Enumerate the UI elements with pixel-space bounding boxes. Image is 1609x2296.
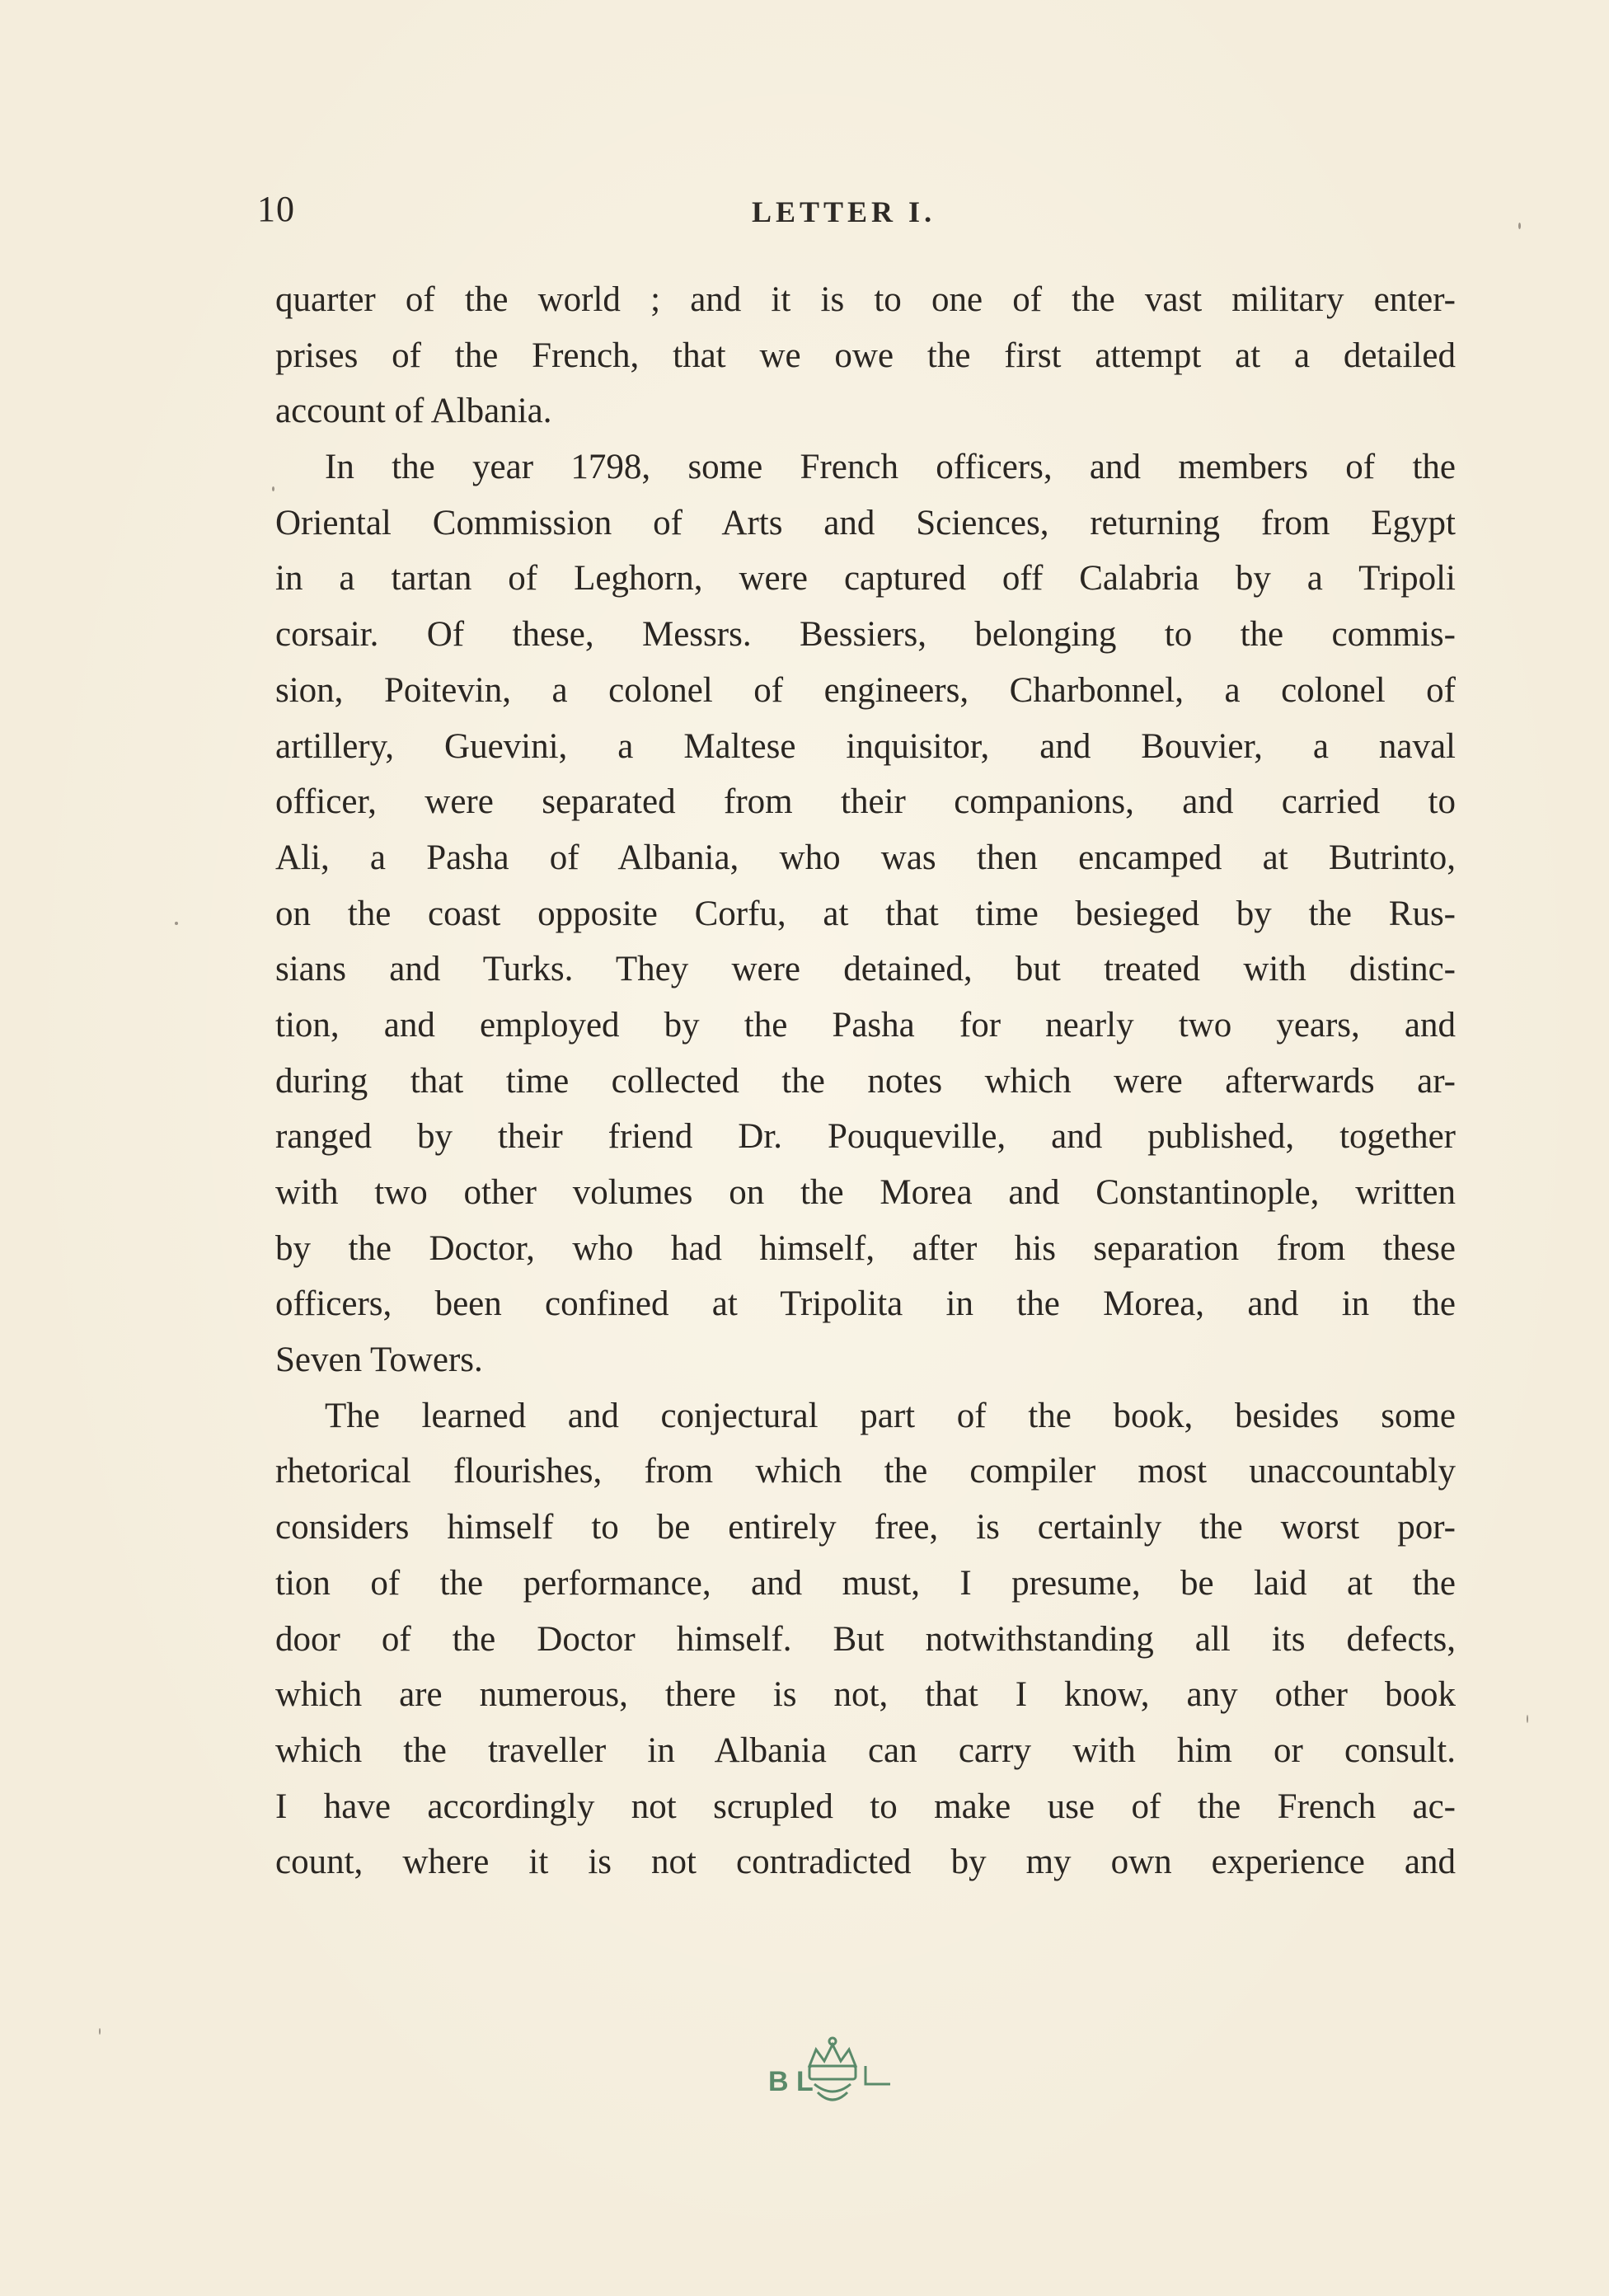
text-line: rhetorical flourishes, from which the compiler most unaccountably: [275, 1452, 1456, 1491]
text-line: The learned and conjectural part of the book, besides some: [325, 1396, 1456, 1435]
text-line: officers, been confined at Tripolita in the Morea, and in the: [275, 1284, 1456, 1324]
page-header: [257, 188, 1461, 237]
stamp-letters: B L: [768, 2066, 814, 2097]
text-line: Oriental Commission of Arts and Sciences, returning from Egypt: [275, 503, 1456, 542]
text-line: with two other volumes on the Morea and Constantinople, written: [275, 1173, 1456, 1212]
text-line: tion, and employed by the Pasha for nearly two years, and: [275, 1005, 1456, 1045]
library-stamp: [750, 2033, 915, 2124]
text-line: officer, were separated from their companions, and carried to: [275, 782, 1456, 822]
text-line: tion of the performance, and must, I presume, be laid at the: [275, 1563, 1456, 1603]
text-line: corsair. Of these, Messrs. Bessiers, belonging to the commis-: [275, 615, 1456, 655]
text-line: Ali, a Pasha of Albania, who was then encamped at Butrinto,: [275, 838, 1456, 877]
text-line: which the traveller in Albania can carry with him or consult.: [275, 1730, 1456, 1770]
text-line: during that time collected the notes which were afterwards ar-: [275, 1061, 1456, 1101]
text-line: sion, Poitevin, a colonel of engineers, Charbonnel, a colonel of: [275, 670, 1456, 710]
paper-speck: [1518, 223, 1521, 229]
paper-speck: [175, 922, 178, 925]
text-line: on the coast opposite Corfu, at that time besieged by the Rus-: [275, 894, 1456, 933]
text-line: count, where it is not contradicted by my own experience and: [275, 1843, 1456, 1882]
page-number: 10: [257, 189, 295, 229]
paper-speck: [272, 486, 274, 491]
paper-speck: [1527, 1715, 1528, 1723]
text-line: prises of the French, that we owe the first attempt at a detailed: [275, 336, 1456, 375]
paper-speck: [99, 2028, 101, 2035]
text-line: In the year 1798, some French officers, and members of the: [325, 448, 1456, 487]
text-line: sians and Turks. They were detained, but treated with distinc-: [275, 950, 1456, 989]
running-head: LETTER I.: [752, 195, 936, 228]
text-line: which are numerous, there is not, that I know, any other book: [275, 1675, 1456, 1715]
text-line: door of the Doctor himself. But notwithstanding all its defects,: [275, 1619, 1456, 1659]
text-line: ranged by their friend Dr. Pouqueville, and published, together: [275, 1117, 1456, 1157]
stamp-flourish: [865, 2066, 890, 2084]
text-line: account of Albania.: [275, 392, 552, 431]
body-text: [275, 272, 1456, 1890]
text-line: considers himself to be entirely free, is certainly the worst por-: [275, 1508, 1456, 1547]
text-line: in a tartan of Leghorn, were captured off Calabria by a Tripoli: [275, 559, 1456, 599]
text-line: by the Doctor, who had himself, after his separation from these: [275, 1228, 1456, 1268]
crown-icon: [809, 2038, 856, 2100]
text-line: artillery, Guevini, a Maltese inquisitor, and Bouvier, a naval: [275, 726, 1456, 766]
text-line: Seven Towers.: [275, 1341, 483, 1380]
text-line: I have accordingly not scrupled to make use of the French ac-: [275, 1787, 1456, 1826]
text-line: quarter of the world ; and it is to one of the vast military enter-: [275, 280, 1456, 319]
